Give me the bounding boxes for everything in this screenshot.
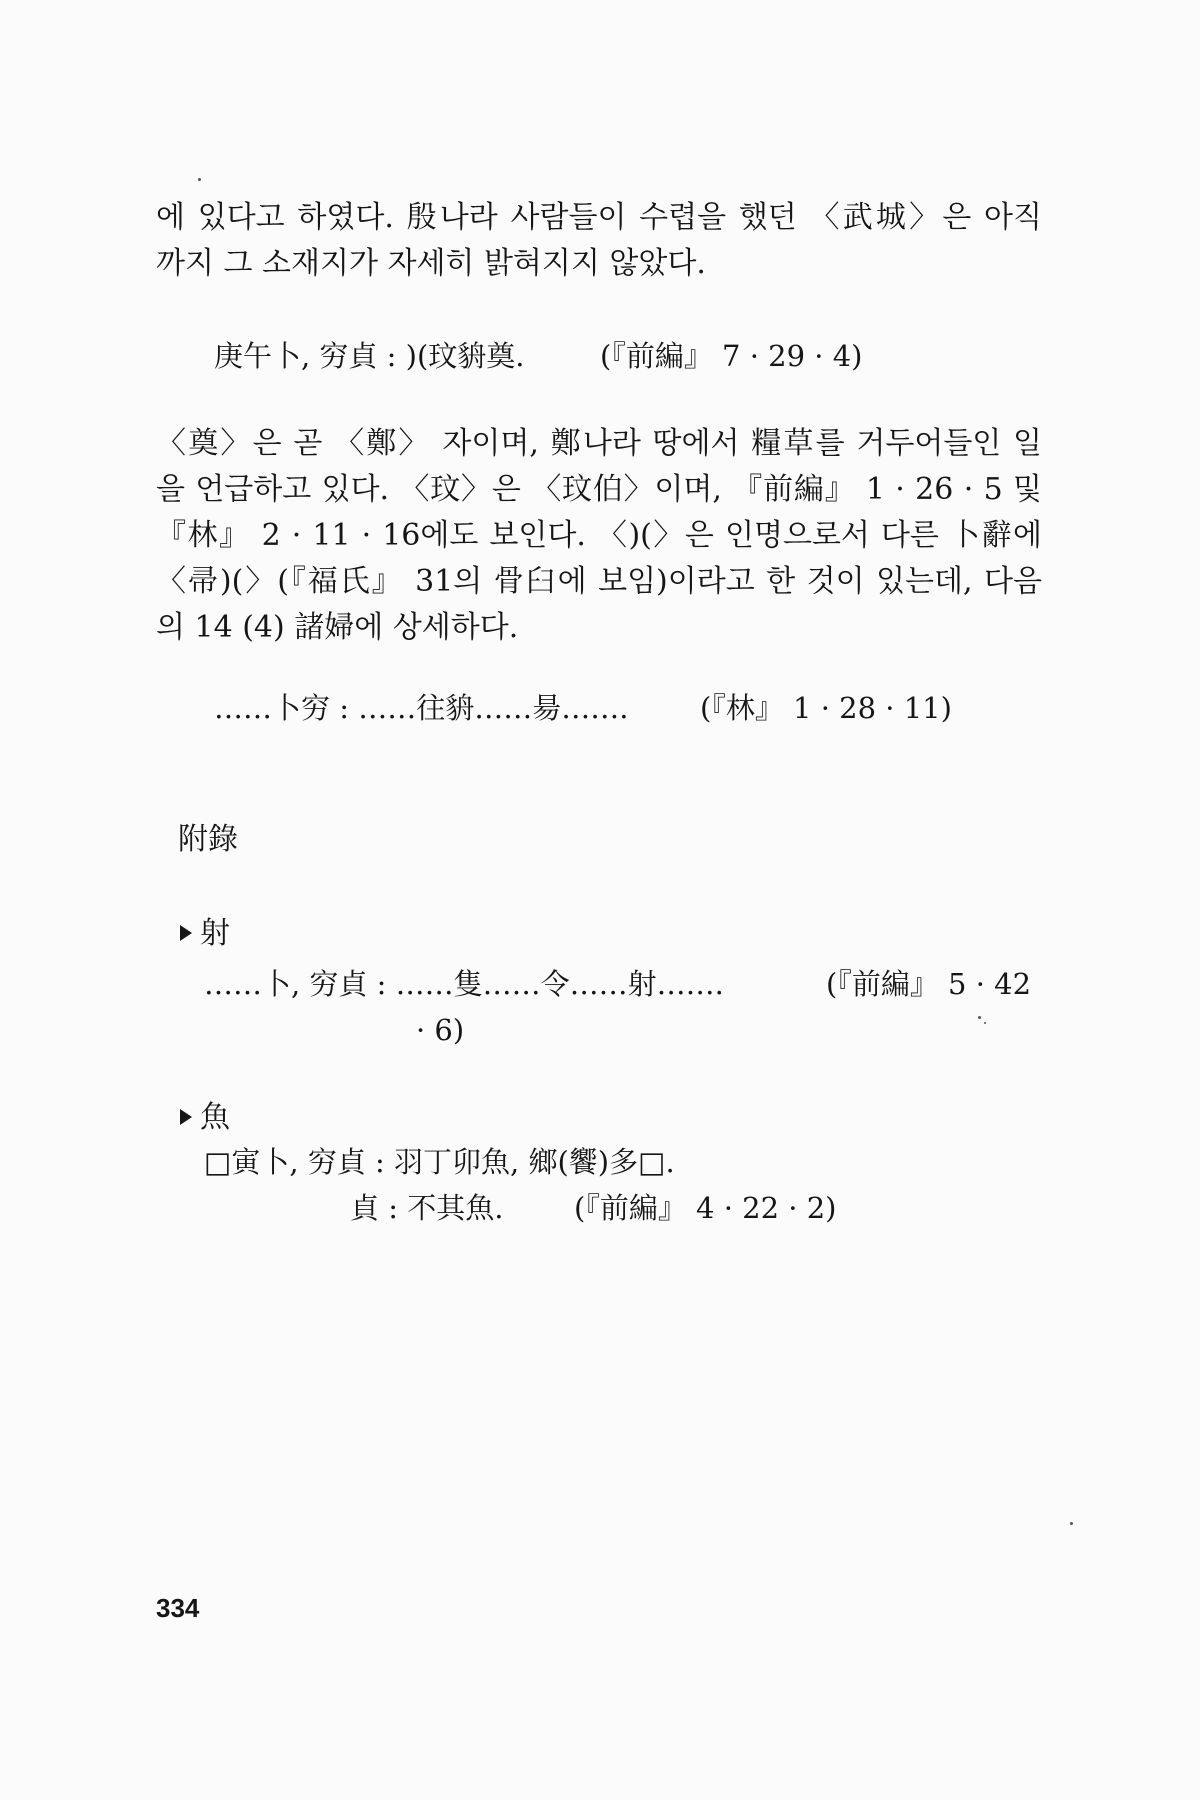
scan-speck (198, 178, 201, 181)
section-she-citation: (『前編』 5 · 42 (826, 967, 1032, 1001)
example-1-citation: (『前編』 7 · 29 · 4) (600, 339, 863, 373)
paragraph-2-line-4: 〈帚)(〉(『福氏』 31의 骨臼에 보임)이라고 한 것이 있는데, 다음 (156, 564, 1042, 599)
triangle-bullet-icon (180, 925, 192, 941)
page-number: 334 (156, 1593, 200, 1623)
section-yu-citation: (『前編』 4 · 22 · 2) (574, 1191, 837, 1225)
example-2-citation: (『林』 1 · 28 · 11) (700, 691, 952, 725)
paragraph-2-line-2: 을 언급하고 있다. 〈玟〉은 〈玟伯〉이며, 『前編』 1 · 26 · 5 및 (156, 472, 1042, 507)
example-1-text: 庚午卜, 穷貞 : )(玟貈奠. (214, 339, 525, 373)
section-she-line-1: ……卜, 穷貞 : ……隻……令……射……. (204, 967, 724, 1001)
appendix-title: 附錄 (178, 822, 238, 857)
paragraph-1-line-1: 에 있다고 하였다. 殷나라 사람들이 수렵을 했던 〈武城〉은 아직 (156, 200, 1042, 235)
scan-speck (984, 1022, 986, 1024)
triangle-bullet-icon (180, 1109, 192, 1125)
section-she-heading (180, 914, 230, 954)
section-she-heading-text: 射 (200, 916, 230, 951)
section-yu-heading (180, 1098, 230, 1138)
section-yu-line-2: 貞 : 不其魚. (350, 1191, 504, 1225)
paragraph-2-line-1: 〈奠〉은 곧 〈鄭〉 자이며, 鄭나라 땅에서 糧草를 거두어들인 일 (156, 426, 1042, 461)
example-2-text: ……卜穷 : ……往貈……昜……. (214, 691, 629, 725)
paragraph-2-line-3: 『林』 2 · 11 · 16에도 보인다. 〈)(〉은 인명으로서 다른 卜辭에 (156, 518, 1042, 553)
section-yu-heading-text: 魚 (200, 1100, 230, 1135)
paragraph-2-line-5: 의 14 (4) 諸婦에 상세하다. (156, 610, 519, 645)
section-yu-line-1: □寅卜, 穷貞 : 羽丁卯魚, 鄉(饗)多□. (204, 1145, 675, 1179)
scan-speck (1070, 1522, 1073, 1525)
section-she-citation-cont: · 6) (416, 1013, 465, 1047)
scan-speck (978, 1016, 981, 1019)
paragraph-1-line-2: 까지 그 소재지가 자세히 밝혀지지 않았다. (156, 246, 706, 281)
